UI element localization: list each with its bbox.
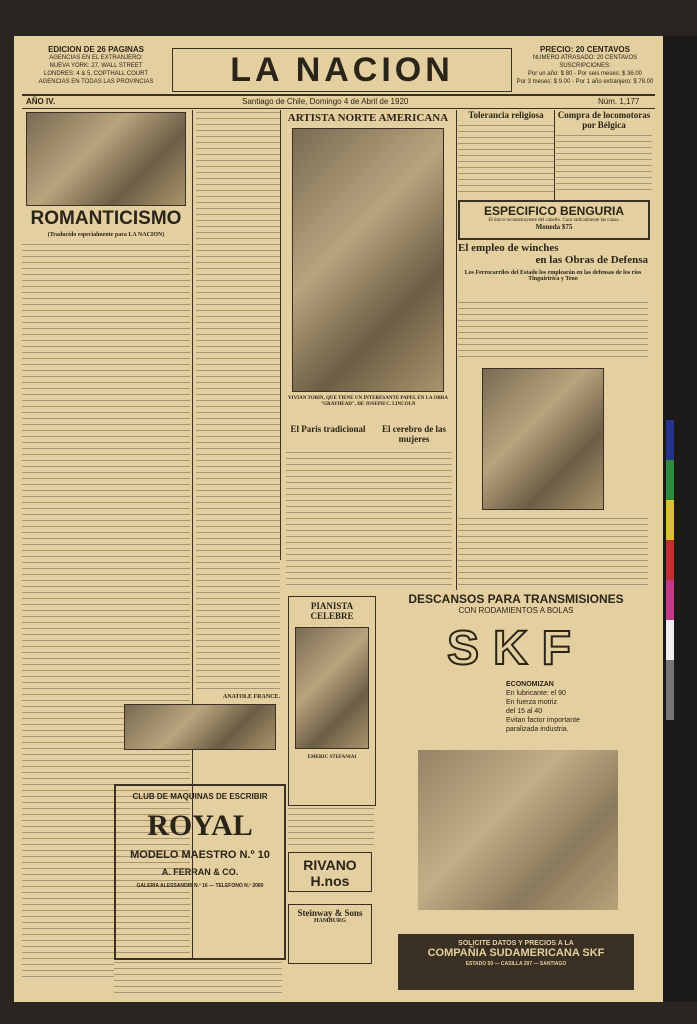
pianist-photo [295, 627, 369, 749]
agencies-line: AGENCIAS EN EL EXTRANJERO: [49, 55, 143, 61]
pianist-title: PIANISTA CELEBRE [310, 601, 354, 621]
rivano-ad [288, 852, 372, 892]
brain-title: El cerebro de las mujeres [382, 424, 446, 444]
skf-save-line: En lubricante: el 90 [506, 690, 566, 697]
skf-savings [506, 680, 606, 734]
artist-feature [282, 110, 454, 430]
column-rule [554, 110, 555, 202]
locomotives-title: Compra de locomotoras por Bélgica [557, 110, 651, 130]
royal-club: CLUB DE MAQUINAS DE ESCRIBIR [132, 792, 268, 801]
subscription-line: Por 3 meses: $ 9.00 - Por 1 año extranjero: $ 78.00 [516, 79, 654, 85]
edition-label: EDICION DE 26 PAGINAS [48, 45, 144, 54]
religion-title: Tolerancia religiosa [468, 110, 544, 120]
skf-save-line: Evitan factor importante [506, 717, 580, 724]
bearing-illustration [418, 750, 618, 910]
color-calibration-chip [666, 420, 674, 460]
dateline [22, 96, 655, 109]
subscriptions-label: SUSCRIPCIONES: [559, 63, 611, 69]
winches-title-line2: en las Obras de Defensa [535, 254, 648, 266]
skf-request: SOLICITE DATOS Y PRECIOS A LA [458, 940, 574, 947]
newspaper-title: LA NACION [172, 48, 512, 92]
skf-company: COMPAÑIA SUDAMERICANA SKF [427, 947, 605, 959]
column-rule [456, 110, 457, 590]
article-body [196, 110, 280, 690]
article-body [458, 300, 648, 360]
column-continued [196, 110, 280, 770]
steinway-ad [288, 904, 372, 964]
skf-save-title: ECONOMIZAN [506, 681, 554, 688]
skf-logo: SKF [447, 622, 585, 675]
winches-title-line1: El empleo de winches [458, 242, 559, 254]
skf-ad [378, 590, 654, 996]
newspaper-page [14, 36, 663, 1002]
royal-brand: ROYAL [147, 809, 253, 842]
article-body [114, 960, 282, 996]
skf-save-line: paralizada industria. [506, 726, 569, 733]
article-title: ROMANTICISMO [30, 208, 182, 229]
steinway-city: HAMBURG [314, 918, 346, 924]
date-label: Santiago de Chile, Domingo 4 de Abril de 1920 [242, 97, 409, 106]
article-body [288, 806, 374, 848]
agencies-line: LONDRES: 4 & 5, COPTHALL COURT [43, 71, 149, 77]
color-calibration-chip [666, 620, 674, 660]
article-subtitle: (Traducido especialmente para LA NACION) [47, 232, 165, 238]
price-label: PRECIO: 20 CENTAVOS [540, 45, 630, 54]
paris-title: El Paris tradicional [290, 424, 366, 434]
article-body [556, 133, 652, 193]
royal-typewriter-ad [114, 784, 286, 960]
color-calibration-chip [666, 460, 674, 500]
color-calibration-chip [666, 580, 674, 620]
winch-machine-illustration [482, 368, 604, 510]
royal-dealer: A. FERRAN & CO. [161, 867, 239, 877]
masthead-bar [22, 42, 655, 96]
skf-headline: DESCANSOS PARA TRANSMISIONES [408, 592, 624, 606]
photo-caption: VIVIAN TOBIN, QUE TIENE UN INTERESANTE PAPEL EN LA OBRA "GRAYHEAD", DE JOSEPH C. LINCOLN [288, 396, 448, 407]
artist-photo [292, 128, 444, 392]
skf-subhead: CON RODAMIENTOS A BOLAS [458, 606, 574, 615]
winches-subtitle: Los Ferrocarriles del Estado los emplearán en las defensas de los ríos Tinguiririca y Teno [464, 270, 642, 282]
skf-footer [398, 934, 634, 990]
winches-article [458, 242, 648, 296]
landscape-vignette [124, 704, 276, 750]
price-info [516, 46, 654, 86]
benguria-subtitle: El único reconstituyente del cabello. Cura radicalmente las canas. [488, 218, 620, 223]
romanticism-illustration [26, 112, 186, 206]
feature-title: ARTISTA NORTE AMERICANA [287, 112, 449, 124]
issue-number: Núm. 1,177 [598, 97, 640, 106]
article-body [458, 123, 554, 193]
royal-model: MODELO MAESTRO N.º 10 [130, 849, 270, 861]
back-issue-label: NUMERO ATRASADO: 20 CENTAVOS [532, 55, 638, 61]
article-body [458, 516, 648, 586]
rivano-name: RIVANO H.nos [303, 857, 357, 889]
steinway-name: Steinway & Sons [297, 908, 363, 918]
color-calibration-chip [666, 500, 674, 540]
skf-save-line: del 15 al 40 [506, 708, 543, 715]
benguria-ad [458, 200, 650, 240]
article-signature: ANATOLE FRANCE. [222, 694, 280, 700]
edition-info [30, 46, 162, 86]
pianist-caption: EMERIC STEFANIAI [307, 755, 357, 760]
column-rule [280, 110, 281, 560]
skf-address: ESTADO 50 — CASILLA 207 — SANTIAGO [465, 961, 567, 967]
pianist-feature [288, 596, 376, 806]
benguria-price: Moneda $75 [535, 223, 573, 231]
royal-address: GALERIA ALESSANDRI N.º 16 — TELEFONO N.º 2060 [136, 883, 264, 889]
agencies-line: NUEVA YORK: 27, WALL STREET [49, 63, 143, 69]
subscription-line: Por un año: $ 80 - Por seis meses: $ 36.00 [527, 71, 643, 77]
religion-article [458, 110, 554, 198]
color-calibration-chip [666, 660, 674, 720]
locomotives-article [556, 110, 652, 198]
skf-save-line: En fuerza motriz [506, 699, 557, 706]
year-label: AÑO IV. [26, 97, 56, 106]
agencies-line: AGENCIAS EN TODAS LAS PROVINCIAS [38, 79, 154, 85]
color-calibration-chip [666, 540, 674, 580]
article-body [286, 450, 452, 590]
benguria-title: ESPECIFICO BENGURIA [483, 204, 624, 218]
